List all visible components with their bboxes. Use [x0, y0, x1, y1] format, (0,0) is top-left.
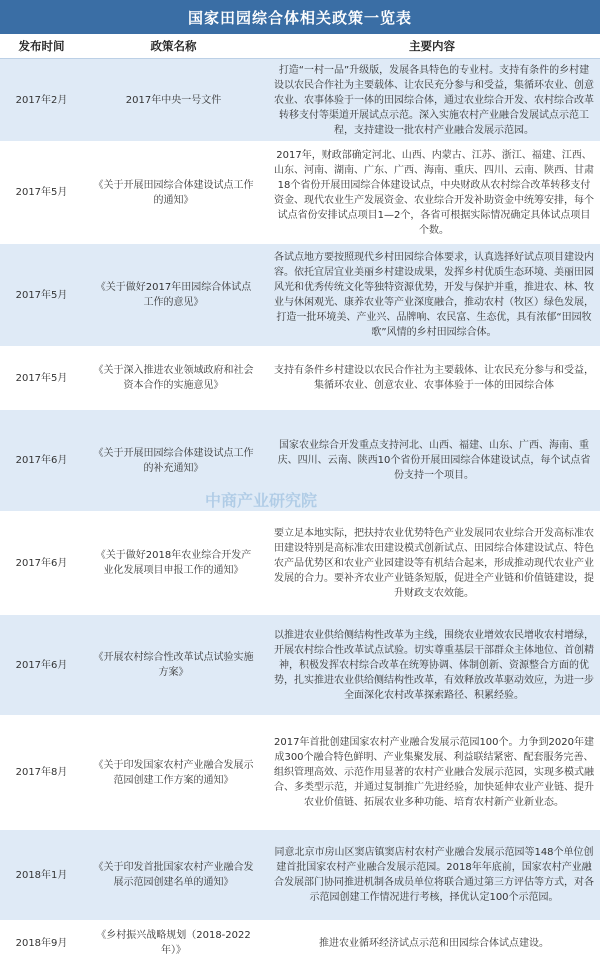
row-policy-name: 2017年中央一号文件 — [83, 59, 264, 142]
header-main-content: 主要内容 — [264, 34, 600, 59]
header-policy-name: 政策名称 — [83, 34, 264, 59]
table-row — [0, 59, 600, 142]
row-policy-name: 《关于开展田园综合体建设试点工作的通知》 — [83, 142, 264, 244]
row-policy-name: 《关于印发首批国家农村产业融合发展示范园创建名单的通知》 — [83, 830, 264, 921]
table-row — [0, 512, 600, 615]
row-policy-name: 《关于开展田园综合体建设试点工作的补充通知》 — [83, 410, 264, 512]
row-content: 2017年首批创建国家农村产业融合发展示范园100个。力争到2020年建成300个融合特色鲜明、产业集聚发展、利益联结紧密、配套服务完善、组织管理高效、示范作用显著的农村产业融合发展示范园，实现多模式融合、多类型示范，并通过复制推广先进经验，加快延伸农业产业链、提升农业价值链、拓展农业多种功能、培育农村新产业新业态。 — [264, 716, 600, 830]
row-content: 2017年，财政部确定河北、山西、内蒙古、江苏、浙江、福建、江西、山东、河南、湖南、广东、广西、海南、重庆、四川、云南、陕西、甘肃18个省份开展田园综合体建设试点，中央财政从农村综合改革转移支付资金、现代农业生产发展资金、农业综合开发补助资金中统筹安排，每个试点省份安排试点项目1—2个，各省可根据实际情况确定具体试点项目个数。 — [264, 142, 600, 244]
row-policy-name: 《乡村振兴战略规划（2018-2022年）》 — [83, 921, 264, 966]
table-row — [0, 615, 600, 716]
row-policy-name: 《关于印发国家农村产业融合发展示范园创建工作方案的通知》 — [83, 716, 264, 830]
row-content: 各试点地方要按照现代乡村田园综合体要求，认真选择好试点项目建设内容。依托宜居宜业美丽乡村建设成果，发挥乡村优质生态环境、美丽田园风光和优秀传统文化等独特资源优势，开发与保护并重，推进农、林、牧业与休闲观光、康养农业等产业深度融合，推动农村（牧区）绿色发展，打造一批环境美、产业兴、品牌响、农民富、生态优，具有浓郁“田园牧歌”风情的乡村田园综合体。 — [264, 244, 600, 347]
row-policy-name: 《关于做好2017年田园综合体试点工作的意见》 — [83, 244, 264, 347]
row-content: 要立足本地实际，把扶持农业优势特色产业发展同农业综合开发高标准农田建设特别是高标准农田建设模式创新试点、田园综合体建设试点、特色农产品优势区和农业产业园建设等有机结合起来，形成推动现代农业产业发展的合力。要补齐农业产业链条短版，促进全产业链和价值链建设，提升财政支农效能。 — [264, 512, 600, 615]
row-date: 2017年5月 — [0, 142, 83, 244]
table-row — [0, 410, 600, 512]
table-header-row — [0, 34, 600, 59]
table-row — [0, 921, 600, 966]
policy-table — [0, 34, 600, 966]
row-policy-name: 《关于深入推进农业领域政府和社会资本合作的实施意见》 — [83, 347, 264, 410]
row-content: 打造“一村一品”升级版，发展各具特色的专业村。支持有条件的乡村建设以农民合作社为主要载体、让农民充分参与和受益，集循环农业、创意农业、农事体验于一体的田园综合体，通过农业综合开发、农村综合改革转移支付等渠道开展试点示范。深入实施农村产业融合发展试点示范工程，支持建设一批农村产业融合发展示范园。 — [264, 59, 600, 142]
row-content: 支持有条件乡村建设以农民合作社为主要载体、让农民充分参与和受益，集循环农业、创意农业、农事体验于一体的田园综合体 — [264, 347, 600, 410]
row-content: 以推进农业供给侧结构性改革为主线，围绕农业增效农民增收农村增绿，开展农村综合性改革试点试验。切实尊重基层干部群众主体地位、首创精神，积极发挥农村综合改革在统筹协调、体制创新、资源整合方面的优势，扎实推进农业供给侧结构性改革，有效释放改革驱动效应，为进一步全面深化农村改革探索路径、积累经验。 — [264, 615, 600, 716]
row-date: 2018年9月 — [0, 921, 83, 966]
table-row — [0, 142, 600, 244]
row-date: 2017年2月 — [0, 59, 83, 142]
row-date: 2017年5月 — [0, 347, 83, 410]
header-date: 发布时间 — [0, 34, 83, 59]
table-row — [0, 716, 600, 830]
row-content: 国家农业综合开发重点支持河北、山西、福建、山东、广西、海南、重庆、四川、云南、陕西10个省份开展田园综合体建设试点，每个试点省份支持一个项目。 — [264, 410, 600, 512]
row-policy-name: 《开展农村综合性改革试点试验实施方案》 — [83, 615, 264, 716]
row-content: 推进农业循环经济试点示范和田园综合体试点建设。 — [264, 921, 600, 966]
row-date: 2017年5月 — [0, 244, 83, 347]
table-row — [0, 347, 600, 410]
row-date: 2017年8月 — [0, 716, 83, 830]
row-content: 同意北京市房山区窦店镇窦店村农村产业融合发展示范园等148个单位创建首批国家农村产业融合发展示范园。2018年年底前，国家农村产业融合发展部门协同推进机制各成员单位将联合通过第三方评估等方式，对各示范园创建工作情况进行考核，择优认定100个示范园。 — [264, 830, 600, 921]
row-policy-name: 《关于做好2018年农业综合开发产业化发展项目申报工作的通知》 — [83, 512, 264, 615]
table-row — [0, 830, 600, 921]
row-date: 2017年6月 — [0, 615, 83, 716]
page-title: 国家田园综合体相关政策一览表 — [0, 0, 600, 34]
row-date: 2017年6月 — [0, 410, 83, 512]
table-row — [0, 244, 600, 347]
row-date: 2017年6月 — [0, 512, 83, 615]
watermark: 中商产业研究院 — [205, 491, 318, 510]
row-date: 2018年1月 — [0, 830, 83, 921]
